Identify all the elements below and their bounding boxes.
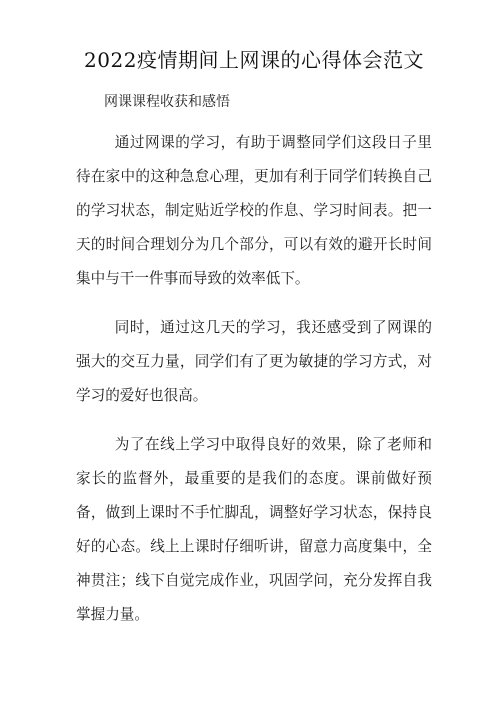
paragraph: 通过网课的学习，有助于调整同学们这段日子里待在家中的这种急怠心理，更加有利于同学们转换自己的学习状态，制定贴近学校的作息、学习时间表。把一天的时间合理划分为几个部分，可以有效的避开长时间集中与干一件事而导致的效率低下。 bbox=[76, 134, 432, 287]
paragraph: 同时，通过这几天的学习，我还感受到了网课的强大的交互力量，同学们有了更为敏捷的学习方式，对学习的爱好也很高。 bbox=[76, 319, 432, 404]
paragraph: 为了在线上学习中取得良好的效果，除了老师和家长的监督外，最重要的是我们的态度。课前做好预备，做到上课时不手忙脚乱，调整好学习状态，保持良好的心态。线上上课时仔细听讲，留意力高度集中，全神贯注；线下自觉完成作业，巩固学问，充分发挥自我掌握力量。 bbox=[76, 436, 432, 623]
document-body bbox=[76, 126, 432, 632]
section-subtitle: 网课课程收获和感悟 bbox=[104, 94, 230, 110]
document-title: 2022疫情期间上网课的心得体会范文 bbox=[84, 48, 424, 72]
